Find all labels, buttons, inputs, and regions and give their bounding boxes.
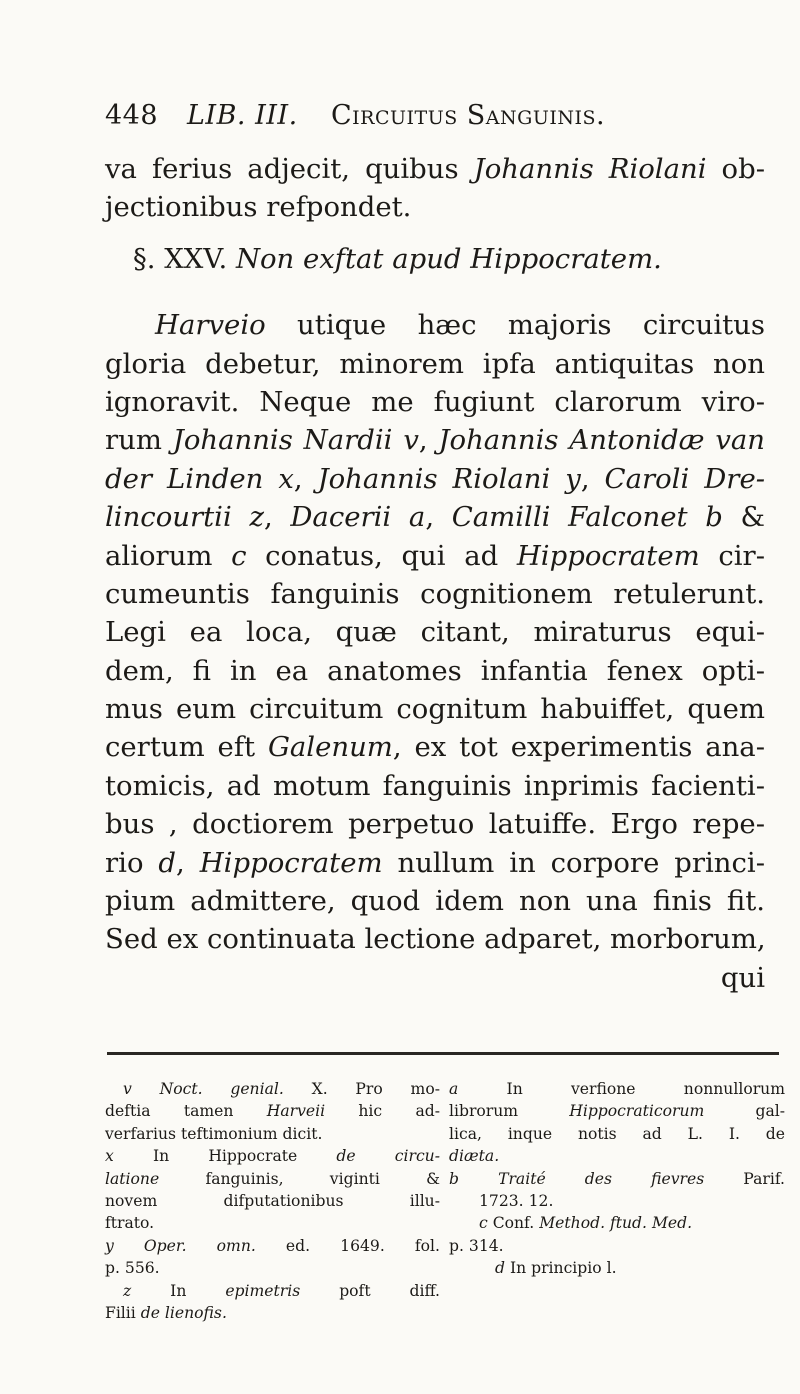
page-number: 448 — [105, 100, 159, 131]
footnote-line: latione fanguinis, viginti & — [105, 1169, 440, 1188]
text-line: gloria debetur, minorem ipfa antiquitas non — [105, 347, 765, 380]
footnote-line: p. 556. — [105, 1259, 160, 1278]
footnote-line: ftrato. — [105, 1214, 155, 1233]
text-line: bus , doctiorem perpetuo latuiffe. Ergo repe- — [105, 808, 765, 841]
footnote-line: novem difputationibus illu- — [105, 1191, 440, 1210]
footnote-line: z In epimetris poft diff. — [123, 1281, 440, 1300]
footnote-line: Filii de lienofis. — [105, 1303, 227, 1322]
text-line: pium admittere, quod idem non una finis fit. — [105, 885, 765, 918]
section-title: Non exftat apud Hippocratem. — [235, 242, 662, 275]
footnote-line: x In Hippocrate de circu- — [105, 1147, 440, 1166]
footnote-line: a In verfione nonnullorum — [449, 1080, 785, 1098]
footnote-rule — [107, 1052, 779, 1055]
footnote-line: diæta. — [449, 1147, 500, 1166]
footnote-line: b Traité des fievres Parif. — [449, 1169, 785, 1188]
footnote-line: librorum Hippocraticorum gal- — [449, 1102, 785, 1121]
book-number: LIB. III. — [187, 100, 298, 131]
footnote-line: d In principio l. — [495, 1259, 617, 1278]
text-line: tomicis, ad motum fanguinis inprimis facienti- — [105, 769, 765, 802]
section-heading — [105, 240, 765, 278]
main-text — [105, 150, 765, 997]
text-line: rum Johannis Nardii v, Johannis Antonidæ van — [105, 424, 765, 457]
text-line: jectionibus refpondet. — [105, 191, 412, 224]
text-line: mus eum circuitum cognitum habuiffet, quem — [105, 693, 765, 726]
footnote-column-right — [449, 1078, 785, 1280]
footnote-column-left — [105, 1078, 440, 1324]
text-line: dem, fi in ea anatomes infantia fenex opti- — [105, 654, 765, 687]
footnote-line: 1723. 12. — [479, 1191, 554, 1210]
text-line: rio d, Hippocratem nullum in corpore princi- — [105, 846, 766, 879]
running-header — [105, 100, 765, 140]
footnote-line: c Conf. Method. ftud. Med. — [479, 1214, 693, 1233]
catchword: qui — [720, 961, 765, 994]
text-line: cumeuntis fanguinis cognitionem retulerunt. — [105, 577, 765, 610]
footnote-line: deftia tamen Harveii hic ad- — [105, 1102, 440, 1121]
text-line: aliorum c conatus, qui ad Hippocratem cir- — [105, 539, 765, 572]
text-line: lincourtii z, Dacerii a, Camilli Falconet b & — [105, 501, 765, 534]
footnote-line: lica, inque notis ad L. I. de — [449, 1124, 785, 1143]
footnote-line: y Oper. omn. ed. 1649. fol. — [105, 1236, 440, 1255]
footnote-line: p. 314. — [449, 1236, 504, 1255]
text-line: der Linden x, Johannis Riolani y, Caroli Dre- — [105, 462, 766, 495]
running-title: Circuitus Sanguinis. — [331, 100, 606, 131]
footnote-line: verfarius teftimonium dicit. — [105, 1124, 323, 1143]
text-line: certum eft Galenum, ex tot experimentis ana- — [105, 731, 765, 764]
text-line: Sed ex continuata lectione adparet, morborum, — [105, 923, 766, 956]
text-line: va ferius adjecit, quibus Johannis Riolani ob- — [105, 153, 765, 185]
text-line: Legi ea loca, quæ citant, miraturus equi- — [105, 616, 765, 649]
text-line: Harveio utique hæc majoris circuitus — [155, 309, 765, 342]
text-line: ignoravit. Neque me fugiunt clarorum viro- — [105, 385, 765, 418]
section-number: §. XXV. — [133, 242, 228, 275]
footnote-line: v Noct. genial. X. Pro mo- — [123, 1080, 440, 1098]
